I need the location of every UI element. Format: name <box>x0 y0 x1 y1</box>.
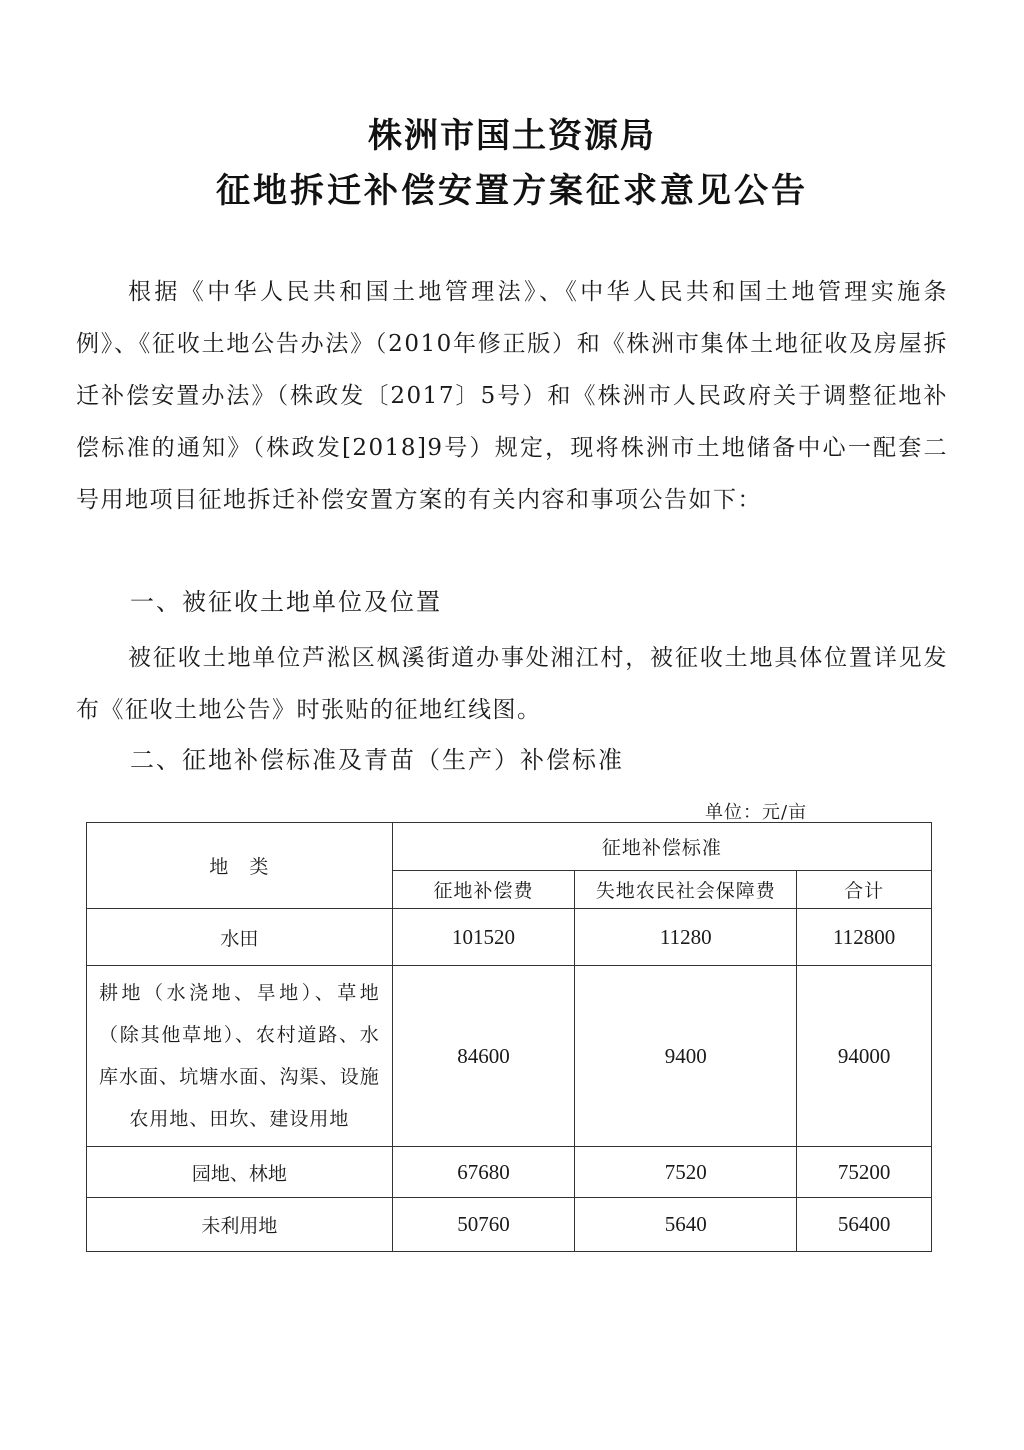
social-security-cell: 5640 <box>575 1198 797 1252</box>
unit-label: 单位：元/亩 <box>705 802 808 823</box>
compensation-cell: 101520 <box>392 909 574 966</box>
section1-heading: 一、被征收土地单位及位置 <box>130 588 442 616</box>
land-type-cell: 未利用地 <box>87 1198 393 1252</box>
header-social-security-fee: 失地农民社会保障费 <box>575 871 797 909</box>
header-compensation-standard: 征地补偿标准 <box>392 823 931 871</box>
header-total: 合计 <box>797 871 932 909</box>
total-cell: 75200 <box>797 1147 932 1198</box>
document-title-line2: 征地拆迁补偿安置方案征求意见公告 <box>216 171 808 211</box>
intro-paragraph: 根据《中华人民共和国土地管理法》、《中华人民共和国土地管理实施条例》、《征收土地公告办法》（2010年修正版）和《株洲市集体土地征收及房屋拆迁补偿安置办法》（株政发〔2017〕5号）和《株洲市人民政府关于调整征地补偿标准的通知》（株政发[2018]9号）规定，现将株洲市土地储备中心一配套二号用地项目征地拆迁补偿安置方案的有关内容和事项公告如下： <box>76 279 948 513</box>
land-type-cell: 耕地（水浇地、旱地）、草地（除其他草地）、农村道路、水库水面、坑塘水面、沟渠、设施农用地、田坎、建设用地 <box>87 966 393 1147</box>
social-security-cell: 7520 <box>575 1147 797 1198</box>
table-row <box>87 909 932 966</box>
land-type-cell: 水田 <box>87 909 393 966</box>
table-row <box>87 1198 932 1252</box>
compensation-cell: 50760 <box>392 1198 574 1252</box>
social-security-cell: 9400 <box>575 966 797 1147</box>
total-cell: 112800 <box>797 909 932 966</box>
section2-heading: 二、征地补偿标准及青苗（生产）补偿标准 <box>130 746 624 774</box>
compensation-cell: 67680 <box>392 1147 574 1198</box>
total-cell: 94000 <box>797 966 932 1147</box>
social-security-cell: 11280 <box>575 909 797 966</box>
table-row <box>87 966 932 1147</box>
section1-text: 被征收土地单位芦淞区枫溪街道办事处湘江村，被征收土地具体位置详见发布《征收土地公告》时张贴的征地红线图。 <box>76 645 948 723</box>
header-compensation-fee: 征地补偿费 <box>392 871 574 909</box>
table-header-row <box>87 823 932 871</box>
compensation-cell: 84600 <box>392 966 574 1147</box>
land-type-cell: 园地、林地 <box>87 1147 393 1198</box>
table-row <box>87 1147 932 1198</box>
document-title-line1: 株洲市国土资源局 <box>368 116 656 156</box>
total-cell: 56400 <box>797 1198 932 1252</box>
compensation-table <box>86 822 932 1252</box>
header-land-type: 地 类 <box>87 823 393 909</box>
